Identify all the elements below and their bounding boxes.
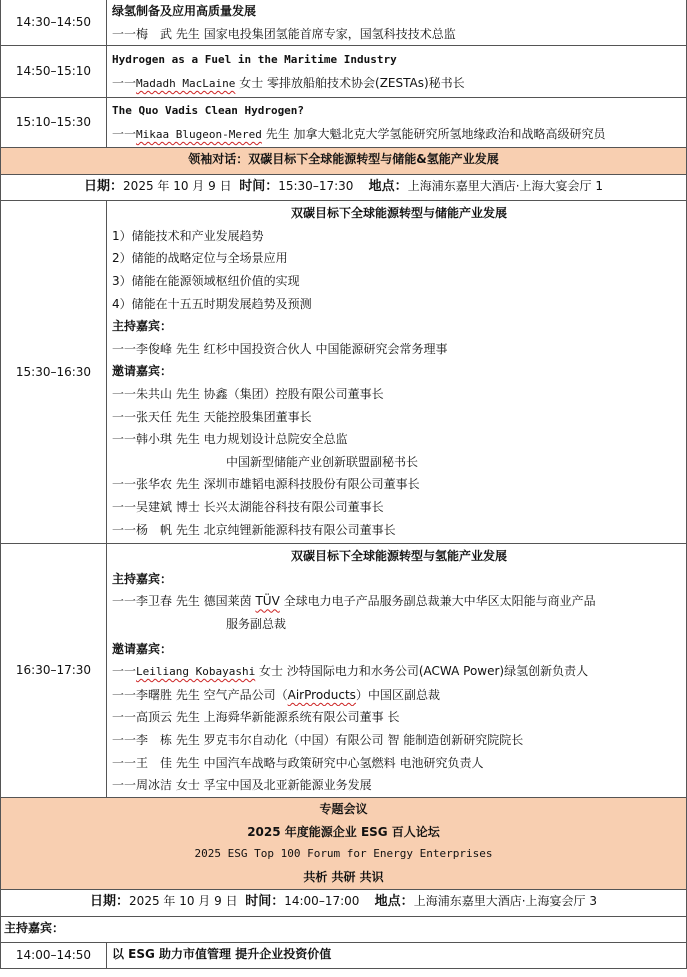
agenda-row: [1, 942, 687, 968]
speaker-name: 梅 武: [136, 26, 173, 41]
talk-title: 以 ESG 助力市值管理 提升企业投资价值: [112, 946, 332, 961]
guest-name: Leiliang Kobayashi: [136, 665, 256, 679]
host-label: 主持嘉宾：: [112, 319, 173, 334]
time-cell: 14:00–14:50: [1, 942, 107, 968]
speaker-honorific: 先生: [175, 26, 200, 41]
content-cell: [107, 46, 687, 98]
agenda-row: [1, 46, 687, 98]
guests-label: 邀请嘉宾：: [112, 641, 173, 656]
host-text: 全球电力电子产品服务副总裁兼大中华区太阳能与商业产品: [279, 594, 596, 609]
content-cell: [107, 201, 687, 544]
time-cell: 14:30–14:50: [1, 0, 107, 46]
date-value: 2025 年 10 月 9 日: [129, 893, 238, 908]
agenda-row: [1, 0, 687, 46]
content-cell: [107, 0, 687, 46]
session-row-hydrogen: [1, 544, 687, 798]
guest-text: 女士 沙特国际电力和水务公司(ACWA Power)绿氢创新负责人: [255, 664, 589, 679]
guest-line: 一一朱共山 先生 协鑫（集团）控股有限公司董事长: [112, 386, 384, 401]
time-value: 15:30–17:30: [278, 179, 354, 194]
time-cell: 15:30–16:30: [1, 201, 107, 544]
guest-line: 一一张华农 先生 深圳市雄韬电源科技股份有限公司董事长: [112, 477, 420, 492]
guest-line: 一一韩小琪 先生 电力规划设计总院安全总监: [112, 432, 348, 447]
guest-line: 一一周冰洁 女士 孚宝中国及北亚新能源业务发展: [112, 778, 372, 793]
meta-cell: [1, 889, 687, 916]
dash-prefix: 一一: [112, 126, 137, 141]
speaker-org: 零排放船舶技术协会(ZESTAs)秘书长: [267, 75, 465, 90]
speaker-org: 国家电投集团氢能首席专家，国氢科技技术总监: [203, 26, 456, 41]
forum-band: [1, 797, 687, 889]
speaker-org: 加拿大魁北克大学氢能研究所氢地缘政治和战略高级研究员: [293, 126, 606, 141]
speaker-honorific: 女士: [239, 75, 264, 90]
dialogue-header: 领袖对话：双碳目标下全球能源转型与储能&氢能产业发展: [1, 148, 687, 175]
topic-item: 3）储能在能源领域枢纽价值的实现: [112, 273, 300, 288]
host-text: 一一李卫春 先生 德国莱茵: [112, 594, 256, 609]
forum-cell: [1, 797, 687, 889]
guest-line: 一一张天任 先生 天能控股集团董事长: [112, 409, 312, 424]
section-band: [1, 148, 687, 175]
guest-line-continued: 中国新型储能产业创新联盟副秘书长: [226, 454, 419, 469]
forum-title: 2025 年度能源企业 ESG 百人论坛: [247, 824, 440, 839]
venue-value: 上海浦东嘉里大酒店·上海大宴会厅 1: [407, 179, 603, 194]
venue-value: 上海浦东嘉里大酒店·上海宴会厅 3: [413, 893, 597, 908]
guest-line: 一一李 栋 先生 罗克韦尔自动化（中国）有限公司 智 能制造创新研究院院长: [112, 732, 524, 747]
guest-line: 一一高顶云 先生 上海舜华新能源系统有限公司董事 长: [112, 710, 400, 725]
time-label: 时间：: [245, 893, 285, 909]
content-cell: [107, 942, 687, 968]
guest-line: 一一吴建斌 博士 长兴太湖能谷科技有限公司董事长: [112, 499, 384, 514]
speaker-honorific: 先生: [265, 126, 290, 141]
host-brand: TÜV: [255, 594, 280, 609]
agenda-row: [1, 98, 687, 148]
speaker-name: Madadh MacLaine: [136, 76, 236, 90]
session-title: 双碳目标下全球能源转型与储能产业发展: [290, 206, 507, 221]
date-value: 2025 年 10 月 9 日: [123, 179, 232, 194]
content-cell: [107, 98, 687, 148]
guest-line: [112, 684, 686, 707]
guest-line: 一一杨 帆 先生 北京纯锂新能源科技有限公司董事长: [112, 522, 396, 537]
venue-label: 地点：: [368, 179, 408, 195]
dash-prefix: 一一: [112, 26, 137, 41]
speaker-name: Mikaa Blugeon-Mered: [136, 127, 262, 141]
guest-line: [112, 660, 686, 684]
time-cell: 16:30–17:30: [1, 544, 107, 798]
forum-kicker: 专题会议: [319, 802, 368, 817]
host-cell: [1, 916, 687, 942]
time-label: 时间：: [239, 179, 279, 195]
dash-prefix: 一一: [112, 664, 137, 679]
time-cell: 15:10–15:30: [1, 98, 107, 148]
topic-item: 2）储能的战略定位与全场景应用: [112, 251, 288, 266]
host-line: 一一李俊峰 先生 红杉中国投资合伙人 中国能源研究会常务理事: [112, 341, 448, 356]
session-title: 双碳目标下全球能源转型与氢能产业发展: [290, 549, 507, 564]
time-cell: 14:50–15:10: [1, 46, 107, 98]
forum-title-en: 2025 ESG Top 100 Forum for Energy Enterprises: [194, 847, 493, 861]
session-row-storage: [1, 201, 687, 544]
speaker-line: [112, 123, 686, 147]
date-label: 日期：: [90, 893, 130, 909]
meta-row: [1, 889, 687, 916]
talk-title: Hydrogen as a Fuel in the Maritime Industry: [112, 53, 397, 67]
guest-text: 一一李曙胜 先生 空气产品公司（: [112, 687, 288, 702]
host-line-continued: 服务副总裁: [226, 616, 287, 631]
guest-line: 一一王 佳 先生 中国汽车战略与政策研究中心氢燃料 电池研究负责人: [112, 755, 484, 770]
meta-cell: [1, 175, 687, 201]
host-line: [112, 590, 686, 613]
date-label: 日期：: [84, 179, 124, 195]
speaker-line: [112, 72, 686, 96]
host-label: 主持嘉宾：: [112, 571, 173, 586]
speaker-line: [112, 23, 686, 46]
forum-slogan: 共析 共研 共识: [303, 869, 384, 884]
talk-title: The Quo Vadis Clean Hydrogen?: [112, 104, 305, 118]
time-value: 14:00–17:00: [284, 893, 360, 908]
venue-label: 地点：: [374, 893, 414, 909]
content-cell: [107, 544, 687, 798]
dash-prefix: 一一: [112, 75, 137, 90]
host-row: [1, 916, 687, 942]
topic-item: 4）储能在十五五时期发展趋势及预测: [112, 296, 312, 311]
topic-item: 1）储能技术和产业发展趋势: [112, 228, 264, 243]
talk-title: 绿氢制备及应用高质量发展: [112, 4, 257, 18]
guests-label: 邀请嘉宾：: [112, 364, 173, 379]
meta-row: [1, 175, 687, 201]
company-name: AirProducts: [287, 687, 356, 702]
host-label: 主持嘉宾：: [4, 920, 65, 935]
guest-text: ）中国区副总裁: [355, 687, 440, 702]
